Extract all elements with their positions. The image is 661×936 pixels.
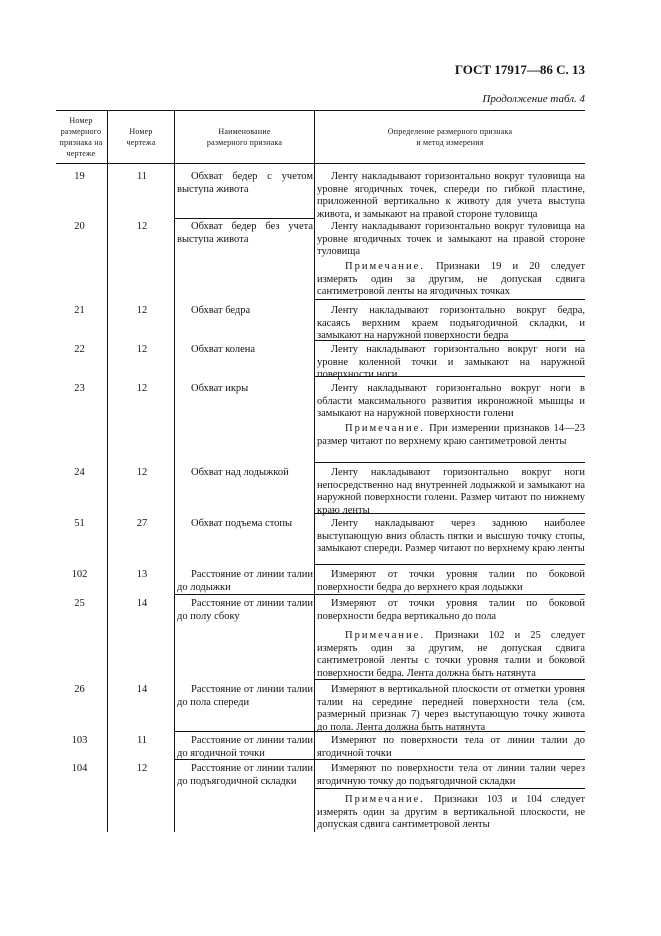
note [317,423,585,448]
header-line: Определение размерного признака [387,127,513,136]
feature-name: Обхват бедер без учета выступа живота [177,221,313,245]
drawing-number: 14 [136,684,148,695]
header-line: Номер [129,127,153,136]
drawing-number: 12 [136,467,148,478]
column-header-number [56,115,106,159]
header-line: чертежа [126,138,156,147]
feature-number: 23 [74,383,85,394]
drawing-number: 27 [136,518,148,529]
feature-number: 22 [74,344,85,355]
feature-name: Расстояние от линии талии до подъягодичной складки [177,763,313,787]
note-label: Примечание. [345,423,425,434]
column-header-name [175,126,314,148]
feature-number: 20 [74,221,85,232]
row-rule [174,218,315,219]
feature-name: Расстояние от линии талии до пола спереди [177,684,313,708]
header-line: размерного признака [206,138,283,147]
row-rule [314,376,585,377]
feature-definition: Ленту накладывают через заднюю наиболее выступающую вниз область пятки и высшую точку стопы, замыкают спереди. Размер читают по верхнему краю ленты [317,518,585,554]
row-rule [314,564,585,565]
feature-number: 19 [74,171,85,182]
feature-definition: Измеряют от точки уровня талии по боковой поверхности бедра до верхнего края лодыжки [317,569,585,593]
feature-name: Обхват колена [191,344,256,355]
feature-number: 103 [71,735,88,746]
drawing-number: 12 [136,383,148,394]
note-text: При измерении признаков 14—23 размер читают по верхнему краю сантиметровой ленты [317,423,585,447]
drawing-number: 12 [136,344,148,355]
column-header-definition [315,126,585,148]
note-text: Признаки 19 и 20 следует измерять один за другим, не допуская сдвига сантиметровой ленты на ягодичных точках [317,261,586,297]
feature-name: Расстояние от линии талии до ягодичной точки [177,735,313,759]
note-text: Признаки 103 и 104 следует измерять один за другим в вертикальной плоскости, не допуская сдвига сантиметровой ленты [317,794,586,830]
row-rule [314,513,585,514]
table-top-rule [56,110,585,111]
drawing-number: 12 [136,763,148,774]
header-line: признака на [59,138,103,147]
feature-number: 21 [74,305,85,316]
note-label: Примечание. [345,261,425,272]
row-rule [314,462,585,463]
feature-number: 51 [74,518,85,529]
note-label: Примечание. [345,630,425,641]
feature-definition: Измеряют по поверхности тела от линии талии через ягодичную точку до подъягодичной складки [317,763,585,787]
row-rule [174,759,585,760]
feature-name: Расстояние от линии талии до полу сбоку [177,598,313,622]
feature-definition: Ленту накладывают горизонтально вокруг ноги на уровне коленной точки и замыкают на наружной поверхности ноги [317,344,585,380]
table-header-rule [56,163,585,164]
row-rule [174,731,585,732]
feature-number: 102 [71,569,88,580]
header-line: размерного [60,127,102,136]
drawing-number: 13 [136,569,148,580]
note [317,261,585,299]
header-line: чертеже [66,149,96,158]
feature-definition: Ленту накладывают горизонтально вокруг бедра, касаясь верхним краем подъягодичной складки, и замыкают на наружной поверхности бедра [317,305,585,341]
feature-name: Обхват икры [191,383,249,394]
feature-definition: Измеряют от точки уровня талии по боковой поверхности бедра вертикально до пола [317,598,585,622]
table-caption: Продолжение табл. 4 [482,93,585,105]
feature-definition: Ленту накладывают горизонтально вокруг туловища на уровне ягодичных точек, спереди по гибкой пластине, приложенной вертикально к животу для учета выступа живота, и замыкают на правой стороне туловища [317,171,585,220]
row-rule [314,679,585,680]
feature-name: Расстояние от линии талии до лодыжки [177,569,313,593]
row-rule [314,299,585,300]
row-rule [174,594,585,595]
row-rule [314,340,585,341]
note [317,794,585,832]
feature-definition: Ленту накладывают горизонтально вокруг туловища на уровне ягодичных точек и замыкают на правой стороне туловища [317,221,585,257]
feature-definition: Ленту накладывают горизонтально вокруг ноги непосредственно над внутренней лодыжкой и замыкают на наружной поверхности голени. Размер читают по нижнему краю ленты [317,467,585,516]
drawing-number: 12 [136,221,148,232]
drawing-number: 12 [136,305,148,316]
row-rule [314,788,585,789]
note-text: Признаки 102 и 25 следует измерять один за другим, не допуская сдвига сантиметровой ленты с точки уровня талии и боковой поверхности бедра. Лента должна быть натянута [317,630,586,679]
drawing-number: 11 [136,171,148,182]
feature-definition: Измеряют по поверхности тела от линии талии до ягодичной точки [317,735,585,759]
feature-name: Обхват бедер с учетом выступа живота [177,171,313,195]
feature-number: 26 [74,684,85,695]
feature-number: 25 [74,598,85,609]
feature-name: Обхват подъема стопы [191,518,293,529]
column-header-drawing [108,126,174,148]
feature-name: Обхват бедра [191,305,251,316]
header-line: Наименование [218,127,271,136]
feature-definition: Ленту накладывают горизонтально вокруг ноги в области максимального развития икроножной мышцы и замыкают на наружной поверхности голени [317,383,585,419]
feature-definition: Измеряют в вертикальной плоскости от отметки уровня талии на середине передней поверхности тела (см. размерный признак 7) через выступающую точку живота до пола. Лента должна быть натянута [317,684,585,733]
page-header: ГОСТ 17917—86 С. 13 [454,62,585,77]
column-divider [107,110,108,832]
feature-name: Обхват над лодыжкой [191,467,289,478]
header-line: и метод измерения [416,138,484,147]
note [317,630,585,680]
header-line: Номер [69,116,93,125]
feature-number: 24 [74,467,85,478]
drawing-number: 14 [136,598,148,609]
note-label: Примечание. [345,794,425,805]
drawing-number: 11 [136,735,148,746]
feature-number: 104 [71,763,88,774]
